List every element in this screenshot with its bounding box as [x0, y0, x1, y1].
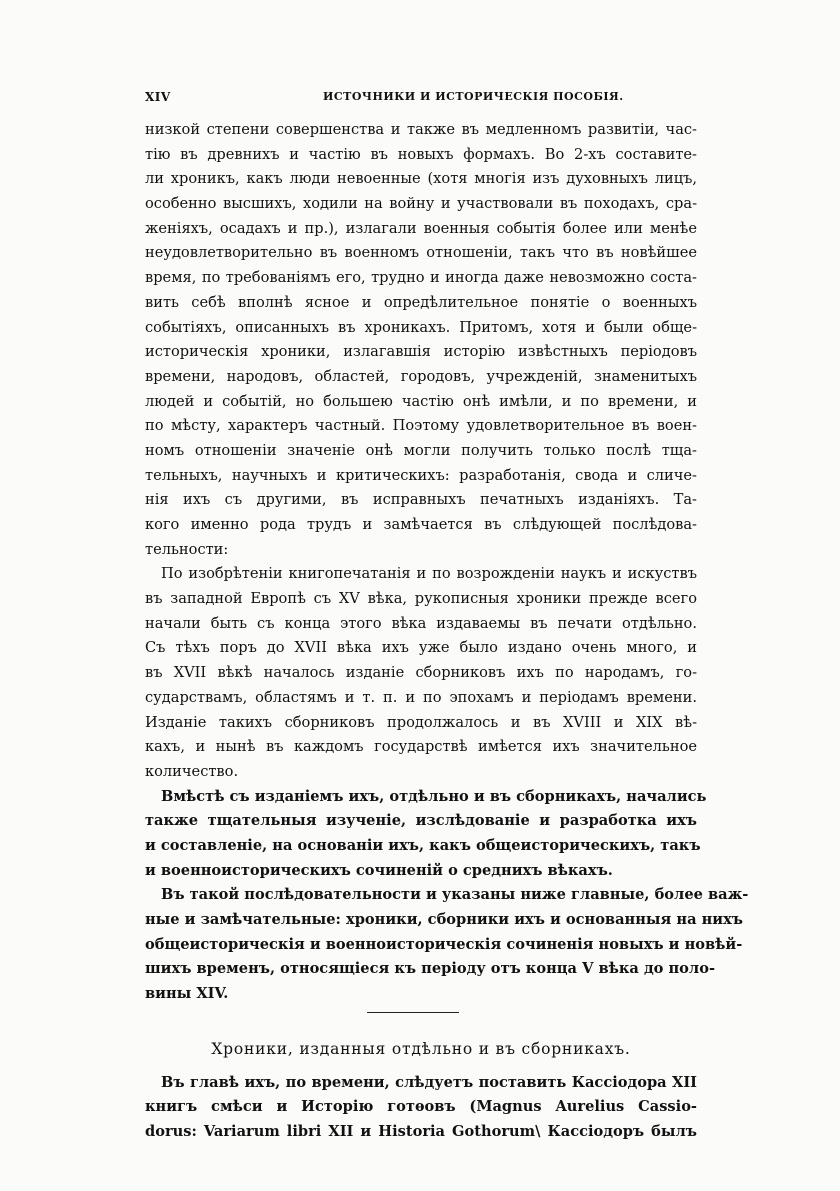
- text-line: Въ такой послѣдовательности и указаны ниже главные, более важ-: [161, 886, 749, 904]
- text-line: въ западной Европѣ съ XV вѣка, рукописныя хроники прежде всего: [145, 590, 697, 608]
- text-line: общеисторическія и военноисторическія сочиненія новыхъ и новѣй-: [145, 935, 743, 953]
- text-line: По изобрѣтеніи книгопечатанія и по возрожденіи наукъ и искуствъ: [161, 565, 697, 583]
- text-line: ные и замѣчательные: хроники, сборники ихъ и основанныя на нихъ: [145, 911, 744, 928]
- paragraph-1: [145, 118, 697, 562]
- page-number: XIV: [145, 90, 171, 104]
- text-line: Изданіе такихъ сборниковъ продолжалось и въ XVIII и XIX вѣ-: [145, 713, 697, 731]
- text-line: номъ отношеніи значеніе онѣ могли получить только послѣ тща-: [145, 441, 697, 459]
- text-line: вины XIV.: [145, 985, 229, 1003]
- text-line: также тщательныя изученіе, изслѣдованіе и разработка ихъ: [145, 812, 697, 830]
- text-line: Вмѣстѣ съ изданіемъ ихъ, отдѣльно и въ сборникахъ, начались: [161, 787, 707, 805]
- text-line: женіяхъ, осадахъ и пр.), излагали военныя событія более или менѣе: [145, 219, 697, 237]
- paragraph-2: [145, 562, 697, 784]
- text-line: начали быть съ конца этого вѣка издаваемы въ печати отдѣльно.: [145, 614, 697, 632]
- text-line: людей и событій, но большею частію онѣ имѣли, и по времени, и: [145, 392, 697, 410]
- text-line: ли хроникъ, какъ люди невоенные (хотя многія изъ духовныхъ лицъ,: [145, 170, 697, 188]
- text-line: вить себѣ вполнѣ ясное и опредѣлительное понятіе о военныхъ: [145, 293, 697, 311]
- text-line: и составленіе, на основаніи ихъ, какъ общеисторическихъ, такъ: [145, 836, 701, 854]
- section-divider: [145, 1007, 697, 1027]
- text-line: нія ихъ съ другими, въ исправныхъ печатныхъ изданіяхъ. Та-: [145, 491, 697, 509]
- text-line: въ XVII вѣкѣ началось изданіе сборниковъ ихъ по народамъ, го-: [145, 664, 697, 682]
- text-line: шихъ временъ, относящіеся къ періоду отъ конца V вѣка до поло-: [145, 960, 715, 978]
- text-line: тельности:: [145, 540, 229, 558]
- text-line: количество.: [145, 762, 239, 780]
- text-line: кого именно рода трудъ и замѣчается въ слѣдующей послѣдова-: [145, 516, 697, 533]
- paragraph-4: [145, 883, 749, 1006]
- paragraph-5: [145, 1071, 697, 1145]
- text-line: и военноисторическихъ сочиненій о среднихъ вѣкахъ.: [145, 861, 613, 879]
- text-line: времени, народовъ, областей, городовъ, учрежденій, знаменитыхъ: [145, 367, 697, 385]
- text-line: неудовлетворительно въ военномъ отношеніи, такъ что въ новѣйшее: [145, 244, 697, 262]
- text-line: сударствамъ, областямъ и т. п. и по эпохамъ и періодамъ времени.: [145, 688, 697, 706]
- page-body: [145, 118, 749, 1145]
- section-title: Хроники, изданныя отдѣльно и въ сборникахъ.: [211, 1039, 631, 1058]
- text-line: кахъ, и нынѣ въ каждомъ государствѣ имѣется ихъ значительное: [145, 738, 697, 756]
- text-line: низкой степени совершенства и также въ медленномъ развитіи, час-: [145, 121, 697, 138]
- text-line: событіяхъ, описанныхъ въ хроникахъ. Притомъ, хотя и были обще-: [145, 318, 697, 336]
- text-line: по мѣсту, характеръ частный. Поэтому удовлетворительное въ воен-: [145, 417, 697, 435]
- text-line: тію въ древнихъ и частію въ новыхъ формахъ. Во 2-хъ составите-: [145, 145, 697, 163]
- text-line: Съ тѣхъ поръ до XVII вѣка ихъ уже было издано очень много, и: [145, 639, 697, 657]
- text-line: Въ главѣ ихъ, по времени, слѣдуетъ поставить Кассіодора XII: [161, 1073, 697, 1091]
- page-header: [145, 90, 695, 110]
- text-line: историческія хроники, излагавшія исторію извѣстныхъ періодовъ: [145, 343, 697, 361]
- text-line: тельныхъ, научныхъ и критическихъ: разработанія, свода и сличе-: [145, 466, 697, 484]
- paragraph-3: [145, 785, 707, 884]
- text-line: dorus: Variarum libri XII и Historia Gothorum\ Кассіодоръ былъ: [145, 1123, 697, 1141]
- text-line: особенно высшихъ, ходили на войну и участвовали въ походахъ, сра-: [145, 195, 697, 213]
- text-line: книгъ смѣси и Исторію готѳовъ (Magnus Aurelius Cassio-: [145, 1098, 697, 1116]
- running-title: ИСТОЧНИКИ И ИСТОРИЧЕСКІЯ ПОСОБІЯ.: [323, 90, 624, 103]
- text-line: время, по требованіямъ его, трудно и иногда даже невозможно соста-: [145, 269, 697, 287]
